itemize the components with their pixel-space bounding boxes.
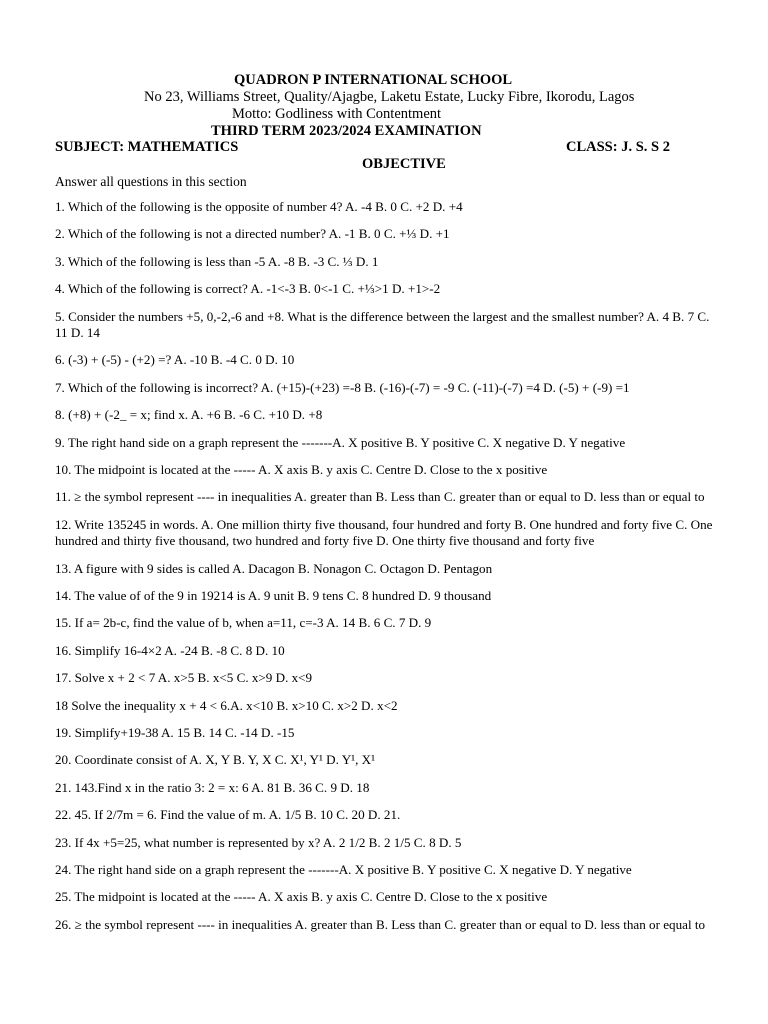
- question-item: 6. (-3) + (-5) - (+2) =? A. -10 B. -4 C. 0 D. 10: [55, 352, 295, 368]
- question-item: 5. Consider the numbers +5, 0,-2,-6 and +8. What is the difference between the largest and the smallest number? A. 4 B. 7 C. 11 D. 14: [55, 308, 710, 341]
- question-item: 11. ≥ the symbol represent ---- in inequalities A. greater than B. Less than C. greater than or equal to D. less than or equal to: [55, 489, 705, 505]
- question-item: 7. Which of the following is incorrect? A. (+15)-(+23) =-8 B. (-16)-(-7) = -9 C. (-11)-(-7) =4 D. (-5) + (-9) =1: [55, 379, 630, 395]
- subject-label: SUBJECT: MATHEMATICS: [55, 139, 239, 155]
- question-item: 16. Simplify 16-4×2 A. -24 B. -8 C. 8 D. 10: [55, 642, 285, 658]
- question-list: [55, 199, 719, 944]
- class-label: CLASS: J. S. S 2: [566, 139, 670, 155]
- question-item: 13. A figure with 9 sides is called A. Dacagon B. Nonagon C. Octagon D. Pentagon: [55, 560, 493, 576]
- question-item: 2. Which of the following is not a directed number? A. -1 B. 0 C. +⅓ D. +1: [55, 226, 450, 242]
- school-motto: Motto: Godliness with Contentment: [232, 106, 442, 122]
- question-item: 4. Which of the following is correct? A. -1<-3 B. 0<-1 C. +⅓>1 D. +1>-2: [55, 281, 441, 297]
- question-item: 9. The right hand side on a graph represent the -------A. X positive B. Y positive C. X negative D. Y negative: [55, 434, 626, 450]
- school-name: QUADRON P INTERNATIONAL SCHOOL: [234, 72, 513, 88]
- question-item: 12. Write 135245 in words. A. One million thirty five thousand, four hundred and forty B. One hundred and forty five C. One hundred and thirty five thousand, two hundred and forty five D. One thirty five thousand and forty five: [55, 516, 713, 549]
- question-item: 15. If a= 2b-c, find the value of b, when a=11, c=-3 A. 14 B. 6 C. 7 D. 9: [55, 615, 432, 631]
- question-item: 19. Simplify+19-38 A. 15 B. 14 C. -14 D. -15: [55, 725, 295, 741]
- instruction-text: Answer all questions in this section: [55, 174, 247, 189]
- question-item: 10. The midpoint is located at the ----- A. X axis B. y axis C. Centre D. Close to the x positive: [55, 462, 548, 478]
- question-item: 1. Which of the following is the opposite of number 4? A. -4 B. 0 C. +2 D. +4: [55, 199, 463, 214]
- question-item: 18 Solve the inequality x + 4 < 6.A. x<10 B. x>10 C. x>2 D. x<2: [55, 697, 398, 713]
- school-address: No 23, Williams Street, Quality/Ajagbe, Laketu Estate, Lucky Fibre, Ikorodu, Lagos: [144, 89, 635, 105]
- question-item: 26. ≥ the symbol represent ---- in inequalities A. greater than B. Less than C. greater than or equal to D. less than or equal to: [55, 916, 706, 932]
- question-item: 3. Which of the following is less than -5 A. -8 B. -3 C. ⅓ D. 1: [55, 253, 379, 269]
- section-title: OBJECTIVE: [362, 156, 446, 172]
- exam-title: THIRD TERM 2023/2024 EXAMINATION: [211, 123, 482, 139]
- question-item: 22. 45. If 2/7m = 6. Find the value of m. A. 1/5 B. 10 C. 20 D. 21.: [55, 807, 401, 823]
- question-item: 25. The midpoint is located at the ----- A. X axis B. y axis C. Centre D. Close to the x positive: [55, 889, 548, 905]
- question-item: 17. Solve x + 2 < 7 A. x>5 B. x<5 C. x>9 D. x<9: [55, 670, 313, 686]
- question-item: 8. (+8) + (-2_ = x; find x. A. +6 B. -6 C. +10 D. +8: [55, 407, 323, 423]
- question-item: 20. Coordinate consist of A. X, Y B. Y, X C. X¹, Y¹ D. Y¹, X¹: [55, 752, 376, 768]
- question-item: 14. The value of of the 9 in 19214 is A. 9 unit B. 9 tens C. 8 hundred D. 9 thousand: [55, 588, 492, 604]
- question-item: 24. The right hand side on a graph represent the -------A. X positive B. Y positive C. X negative D. Y negative: [55, 861, 632, 877]
- question-item: 23. If 4x +5=25, what number is represented by x? A. 2 1/2 B. 2 1/5 C. 8 D. 5: [55, 834, 462, 850]
- question-item: 21. 143.Find x in the ratio 3: 2 = x: 6 A. 81 B. 36 C. 9 D. 18: [55, 779, 370, 795]
